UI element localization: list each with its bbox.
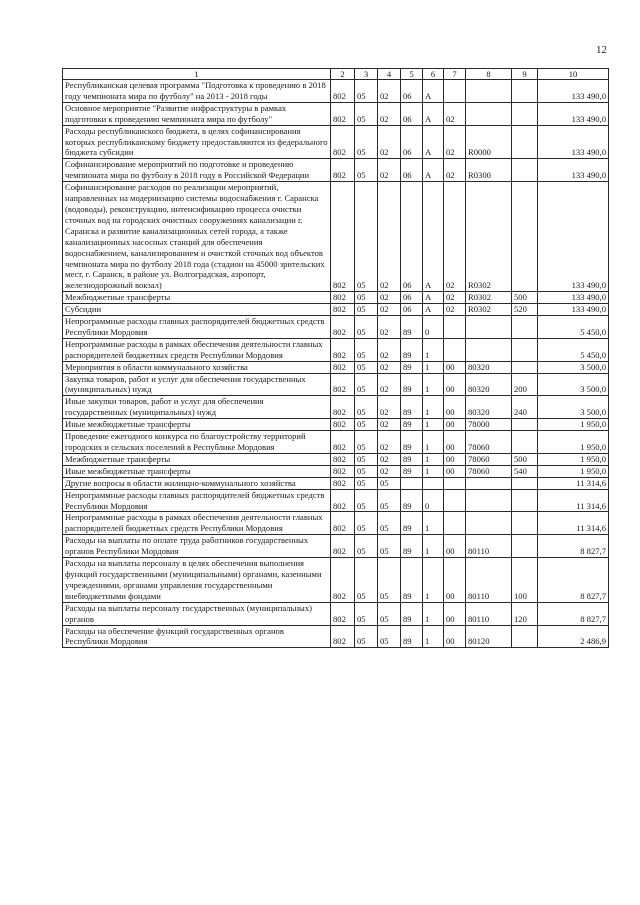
row-code-cell: А	[423, 182, 444, 292]
row-amount-cell: 2 486,9	[538, 625, 609, 648]
table-row	[63, 512, 609, 535]
row-code-cell: R0302	[466, 304, 512, 316]
row-code-cell: 80320	[466, 361, 512, 373]
table-row	[63, 80, 609, 103]
row-amount-cell: 133 490,0	[538, 80, 609, 103]
row-code-cell: 802	[331, 625, 355, 648]
row-code-cell: 02	[378, 159, 401, 182]
row-code-cell	[512, 361, 538, 373]
row-code-cell	[466, 102, 512, 125]
row-code-cell: 05	[355, 361, 378, 373]
row-code-cell	[512, 535, 538, 558]
row-code-cell	[512, 477, 538, 489]
row-code-cell: 02	[444, 292, 466, 304]
row-amount-cell: 3 500,0	[538, 361, 609, 373]
row-code-cell	[512, 159, 538, 182]
row-code-cell: 06	[401, 304, 423, 316]
row-code-cell: 1	[423, 431, 444, 454]
row-code-cell	[444, 477, 466, 489]
table-row	[63, 396, 609, 419]
row-name-cell: Софинансирование мероприятий по подготовке и проведению чемпионата мира по футболу в 2018 году в Российской Федерации	[63, 159, 331, 182]
row-code-cell: R0302	[466, 292, 512, 304]
row-code-cell	[444, 316, 466, 339]
table-row	[63, 159, 609, 182]
row-code-cell: 89	[401, 419, 423, 431]
row-code-cell: 802	[331, 361, 355, 373]
column-header: 9	[512, 69, 538, 80]
row-code-cell	[512, 431, 538, 454]
row-code-cell: 05	[355, 125, 378, 159]
row-code-cell: 00	[444, 465, 466, 477]
column-header: 8	[466, 69, 512, 80]
row-code-cell	[512, 316, 538, 339]
row-code-cell: 100	[512, 558, 538, 603]
column-header: 7	[444, 69, 466, 80]
row-code-cell: 05	[355, 535, 378, 558]
row-code-cell: 05	[355, 477, 378, 489]
row-code-cell: А	[423, 292, 444, 304]
row-code-cell: 89	[401, 431, 423, 454]
row-code-cell: 802	[331, 102, 355, 125]
row-code-cell: 78060	[466, 453, 512, 465]
row-code-cell: 00	[444, 602, 466, 625]
row-code-cell: 89	[401, 625, 423, 648]
row-code-cell: 89	[401, 453, 423, 465]
row-code-cell	[466, 316, 512, 339]
row-code-cell: 02	[378, 102, 401, 125]
row-code-cell: 06	[401, 292, 423, 304]
row-code-cell: 1	[423, 602, 444, 625]
row-code-cell: 05	[378, 489, 401, 512]
row-code-cell: 89	[401, 316, 423, 339]
row-code-cell: 1	[423, 512, 444, 535]
row-code-cell	[444, 80, 466, 103]
row-name-cell: Расходы на выплаты персоналу в целях обеспечения выполнения функций государственными (муниципальными) органами, казенными учреждениями, органами управления государственными внебюджетными фондами	[63, 558, 331, 603]
row-code-cell: 05	[378, 535, 401, 558]
row-code-cell: 02	[378, 304, 401, 316]
row-code-cell	[466, 477, 512, 489]
table-row	[63, 489, 609, 512]
row-amount-cell: 11 314,6	[538, 477, 609, 489]
row-amount-cell: 8 827,7	[538, 535, 609, 558]
row-code-cell: R0000	[466, 125, 512, 159]
row-code-cell: 802	[331, 159, 355, 182]
row-name-cell: Расходы на выплаты по оплате труда работников государственных органов Республики Мордовия	[63, 535, 331, 558]
row-code-cell: А	[423, 80, 444, 103]
row-code-cell	[466, 80, 512, 103]
row-code-cell: 80320	[466, 396, 512, 419]
row-code-cell: 89	[401, 512, 423, 535]
row-code-cell: 89	[401, 558, 423, 603]
row-amount-cell: 1 950,0	[538, 419, 609, 431]
row-amount-cell: 133 490,0	[538, 159, 609, 182]
row-amount-cell: 5 450,0	[538, 316, 609, 339]
row-code-cell: 02	[444, 102, 466, 125]
row-name-cell: Республиканская целевая программа "Подготовка к проведению в 2018 году чемпионата мира по футболу" на 2013 - 2018 годы	[63, 80, 331, 103]
row-code-cell: 02	[378, 80, 401, 103]
row-code-cell: А	[423, 159, 444, 182]
row-code-cell: 05	[378, 512, 401, 535]
row-name-cell: Мероприятия в области коммунального хозяйства	[63, 361, 331, 373]
row-code-cell: А	[423, 125, 444, 159]
row-code-cell: 02	[378, 182, 401, 292]
row-code-cell: 1	[423, 465, 444, 477]
row-code-cell: 802	[331, 602, 355, 625]
column-header: 1	[63, 69, 331, 80]
row-code-cell: 80120	[466, 625, 512, 648]
row-code-cell: 802	[331, 338, 355, 361]
row-code-cell: 00	[444, 535, 466, 558]
row-code-cell: 00	[444, 453, 466, 465]
row-code-cell: 80110	[466, 535, 512, 558]
row-code-cell: 02	[378, 125, 401, 159]
table-row	[63, 304, 609, 316]
row-code-cell: 89	[401, 338, 423, 361]
row-name-cell: Межбюджетные трансферты	[63, 453, 331, 465]
row-code-cell: 802	[331, 465, 355, 477]
row-amount-cell: 3 500,0	[538, 396, 609, 419]
row-code-cell: 00	[444, 361, 466, 373]
row-amount-cell: 8 827,7	[538, 558, 609, 603]
row-name-cell: Непрограммные расходы главных распорядителей бюджетных средств Республики Мордовия	[63, 489, 331, 512]
row-code-cell: 802	[331, 477, 355, 489]
row-name-cell: Расходы на выплаты персоналу государственных (муниципальных) органов	[63, 602, 331, 625]
table-row	[63, 102, 609, 125]
row-name-cell: Непрограммные расходы главных распорядителей бюджетных средств Республики Мордовия	[63, 316, 331, 339]
row-amount-cell: 133 490,0	[538, 102, 609, 125]
row-name-cell: Софинансирование расходов по реализации мероприятий, направленных на модернизацию системы водоснабжения г. Саранска (водоводы), реконструкцию, интенсификацию процесса очистки сточных вод на городских очистных сооружениях канализации г. Саранска и развитие канализационных сетей города, а также канализационных насосных станций для обеспечения водоснабжением, канализированием и очисткой сточных вод объектов чемпионата мира по футболу 2018 года (стадион на 45000 зрительских мест, г. Саранск, в районе ул. Волгоградская, аэропорт, железнодорожный вокзал)	[63, 182, 331, 292]
row-code-cell: 802	[331, 558, 355, 603]
row-code-cell: 89	[401, 396, 423, 419]
row-code-cell	[444, 489, 466, 512]
row-code-cell: 802	[331, 125, 355, 159]
table-row	[63, 419, 609, 431]
row-code-cell	[466, 489, 512, 512]
row-code-cell: 80320	[466, 373, 512, 396]
row-code-cell: 05	[355, 489, 378, 512]
row-code-cell: 802	[331, 396, 355, 419]
row-code-cell: 05	[378, 558, 401, 603]
row-code-cell: 520	[512, 304, 538, 316]
row-code-cell: 00	[444, 373, 466, 396]
row-code-cell: 802	[331, 80, 355, 103]
row-code-cell: 06	[401, 182, 423, 292]
row-code-cell: 02	[378, 338, 401, 361]
column-header: 3	[355, 69, 378, 80]
table-row	[63, 431, 609, 454]
row-code-cell	[444, 512, 466, 535]
row-code-cell: 89	[401, 361, 423, 373]
row-code-cell: 78060	[466, 431, 512, 454]
column-header: 6	[423, 69, 444, 80]
row-code-cell: 802	[331, 535, 355, 558]
budget-table	[62, 68, 609, 648]
row-code-cell: 05	[355, 316, 378, 339]
row-code-cell: 05	[378, 602, 401, 625]
row-code-cell: 05	[355, 182, 378, 292]
table-row	[63, 316, 609, 339]
row-code-cell: 05	[378, 477, 401, 489]
row-code-cell: R0302	[466, 182, 512, 292]
table-row	[63, 453, 609, 465]
row-amount-cell: 11 314,6	[538, 489, 609, 512]
table-row	[63, 182, 609, 292]
row-code-cell: 02	[444, 159, 466, 182]
row-amount-cell: 1 950,0	[538, 465, 609, 477]
table-row	[63, 125, 609, 159]
table-row	[63, 477, 609, 489]
row-name-cell: Основное мероприятие "Развитие инфраструктуры в рамках подготовки к проведению чемпионата мира по футболу"	[63, 102, 331, 125]
row-code-cell: 80110	[466, 558, 512, 603]
row-name-cell: Иные межбюджетные трансферты	[63, 465, 331, 477]
row-code-cell: 1	[423, 535, 444, 558]
table-row	[63, 292, 609, 304]
table-row	[63, 361, 609, 373]
table-row	[63, 465, 609, 477]
row-code-cell: 802	[331, 453, 355, 465]
row-code-cell: 06	[401, 125, 423, 159]
row-name-cell: Иные межбюджетные трансферты	[63, 419, 331, 431]
row-amount-cell: 133 490,0	[538, 125, 609, 159]
row-code-cell	[512, 80, 538, 103]
table-row	[63, 602, 609, 625]
row-code-cell: 06	[401, 80, 423, 103]
row-code-cell: 1	[423, 625, 444, 648]
row-code-cell: 540	[512, 465, 538, 477]
row-code-cell: 06	[401, 159, 423, 182]
row-code-cell: 0	[423, 316, 444, 339]
row-code-cell	[512, 512, 538, 535]
table-row	[63, 373, 609, 396]
row-code-cell: 06	[401, 102, 423, 125]
row-code-cell: 1	[423, 453, 444, 465]
row-code-cell: 89	[401, 489, 423, 512]
row-code-cell: 05	[355, 558, 378, 603]
row-code-cell: 89	[401, 602, 423, 625]
row-code-cell: 02	[378, 292, 401, 304]
row-code-cell: 05	[355, 80, 378, 103]
page-number: 12	[596, 44, 607, 56]
row-code-cell: 802	[331, 489, 355, 512]
row-code-cell: 05	[355, 512, 378, 535]
row-code-cell	[512, 489, 538, 512]
row-code-cell: А	[423, 102, 444, 125]
row-amount-cell: 133 490,0	[538, 182, 609, 292]
table-row	[63, 338, 609, 361]
row-name-cell: Проведение ежегодного конкурса по благоустройству территорий городских и сельских поселений в Республике Мордовия	[63, 431, 331, 454]
row-code-cell: 02	[378, 453, 401, 465]
row-code-cell: 00	[444, 558, 466, 603]
row-code-cell: 02	[444, 125, 466, 159]
row-name-cell: Расходы республиканского бюджета, в целях софинансирования которых республиканскому бюджету предоставляются из федерального бюджета субсидии	[63, 125, 331, 159]
row-code-cell: 02	[378, 396, 401, 419]
row-code-cell: 200	[512, 373, 538, 396]
row-code-cell: 78000	[466, 419, 512, 431]
row-name-cell: Расходы на обеспечение функций государственных органов Республики Мордовия	[63, 625, 331, 648]
row-code-cell: 89	[401, 535, 423, 558]
column-header: 4	[378, 69, 401, 80]
row-code-cell: 802	[331, 419, 355, 431]
row-code-cell	[512, 625, 538, 648]
row-code-cell: 802	[331, 316, 355, 339]
row-code-cell: 80110	[466, 602, 512, 625]
row-code-cell: 0	[423, 489, 444, 512]
row-amount-cell: 11 314,6	[538, 512, 609, 535]
table-header-row	[63, 69, 609, 80]
row-code-cell: 05	[355, 453, 378, 465]
row-code-cell: 02	[378, 361, 401, 373]
row-name-cell: Межбюджетные трансферты	[63, 292, 331, 304]
row-code-cell: 05	[355, 373, 378, 396]
row-code-cell: 240	[512, 396, 538, 419]
row-name-cell: Субсидии	[63, 304, 331, 316]
row-code-cell	[444, 338, 466, 361]
row-code-cell: 05	[355, 304, 378, 316]
row-code-cell: 00	[444, 419, 466, 431]
row-code-cell: 05	[355, 338, 378, 361]
row-amount-cell: 8 827,7	[538, 602, 609, 625]
row-code-cell	[512, 102, 538, 125]
row-code-cell: 00	[444, 431, 466, 454]
row-code-cell	[512, 338, 538, 361]
row-code-cell: 1	[423, 373, 444, 396]
row-amount-cell: 133 490,0	[538, 304, 609, 316]
row-code-cell: 802	[331, 431, 355, 454]
row-amount-cell: 1 950,0	[538, 453, 609, 465]
row-code-cell	[512, 125, 538, 159]
row-code-cell: 802	[331, 373, 355, 396]
column-header: 2	[331, 69, 355, 80]
column-header: 5	[401, 69, 423, 80]
row-code-cell: 500	[512, 292, 538, 304]
row-code-cell: 02	[444, 182, 466, 292]
row-code-cell	[466, 338, 512, 361]
row-code-cell: 05	[355, 159, 378, 182]
row-amount-cell: 1 950,0	[538, 431, 609, 454]
row-code-cell: 78060	[466, 465, 512, 477]
row-code-cell: 05	[355, 602, 378, 625]
row-code-cell: 802	[331, 182, 355, 292]
table-row	[63, 625, 609, 648]
row-code-cell: 89	[401, 465, 423, 477]
row-code-cell: 02	[378, 431, 401, 454]
row-code-cell: 120	[512, 602, 538, 625]
row-name-cell: Иные закупки товаров, работ и услуг для обеспечения государственных (муниципальных) нужд	[63, 396, 331, 419]
column-header: 10	[538, 69, 609, 80]
table-row	[63, 535, 609, 558]
row-code-cell	[423, 477, 444, 489]
row-code-cell	[512, 182, 538, 292]
row-code-cell: А	[423, 304, 444, 316]
row-amount-cell: 5 450,0	[538, 338, 609, 361]
row-code-cell: 05	[378, 625, 401, 648]
row-code-cell: 05	[355, 465, 378, 477]
row-code-cell: 1	[423, 338, 444, 361]
row-code-cell: R0300	[466, 159, 512, 182]
row-code-cell: 05	[355, 102, 378, 125]
table-row	[63, 558, 609, 603]
row-code-cell	[512, 419, 538, 431]
row-code-cell: 05	[355, 292, 378, 304]
row-code-cell: 1	[423, 396, 444, 419]
row-name-cell: Другие вопросы в области жилищно-коммунального хозяйства	[63, 477, 331, 489]
row-code-cell: 1	[423, 361, 444, 373]
row-code-cell: 500	[512, 453, 538, 465]
row-code-cell: 802	[331, 304, 355, 316]
row-code-cell: 05	[355, 431, 378, 454]
row-code-cell: 802	[331, 292, 355, 304]
row-name-cell: Закупка товаров, работ и услуг для обеспечения государственных (муниципальных) нужд	[63, 373, 331, 396]
row-code-cell: 02	[378, 373, 401, 396]
row-code-cell: 05	[355, 625, 378, 648]
row-code-cell: 05	[355, 419, 378, 431]
row-code-cell: 1	[423, 558, 444, 603]
row-code-cell: 00	[444, 625, 466, 648]
row-code-cell: 00	[444, 396, 466, 419]
row-code-cell	[466, 512, 512, 535]
row-code-cell: 05	[355, 396, 378, 419]
row-amount-cell: 133 490,0	[538, 292, 609, 304]
row-code-cell: 02	[444, 304, 466, 316]
row-name-cell: Непрограммные расходы в рамках обеспечения деятельности главных распорядителей бюджетных средств Республики Мордовия	[63, 512, 331, 535]
row-code-cell: 802	[331, 512, 355, 535]
row-amount-cell: 3 500,0	[538, 373, 609, 396]
row-code-cell: 02	[378, 465, 401, 477]
row-name-cell: Непрограммные расходы в рамках обеспечения деятельности главных распорядителей бюджетных средств Республики Мордовия	[63, 338, 331, 361]
row-code-cell: 89	[401, 373, 423, 396]
row-code-cell: 1	[423, 419, 444, 431]
row-code-cell: 02	[378, 419, 401, 431]
row-code-cell	[401, 477, 423, 489]
row-code-cell: 02	[378, 316, 401, 339]
